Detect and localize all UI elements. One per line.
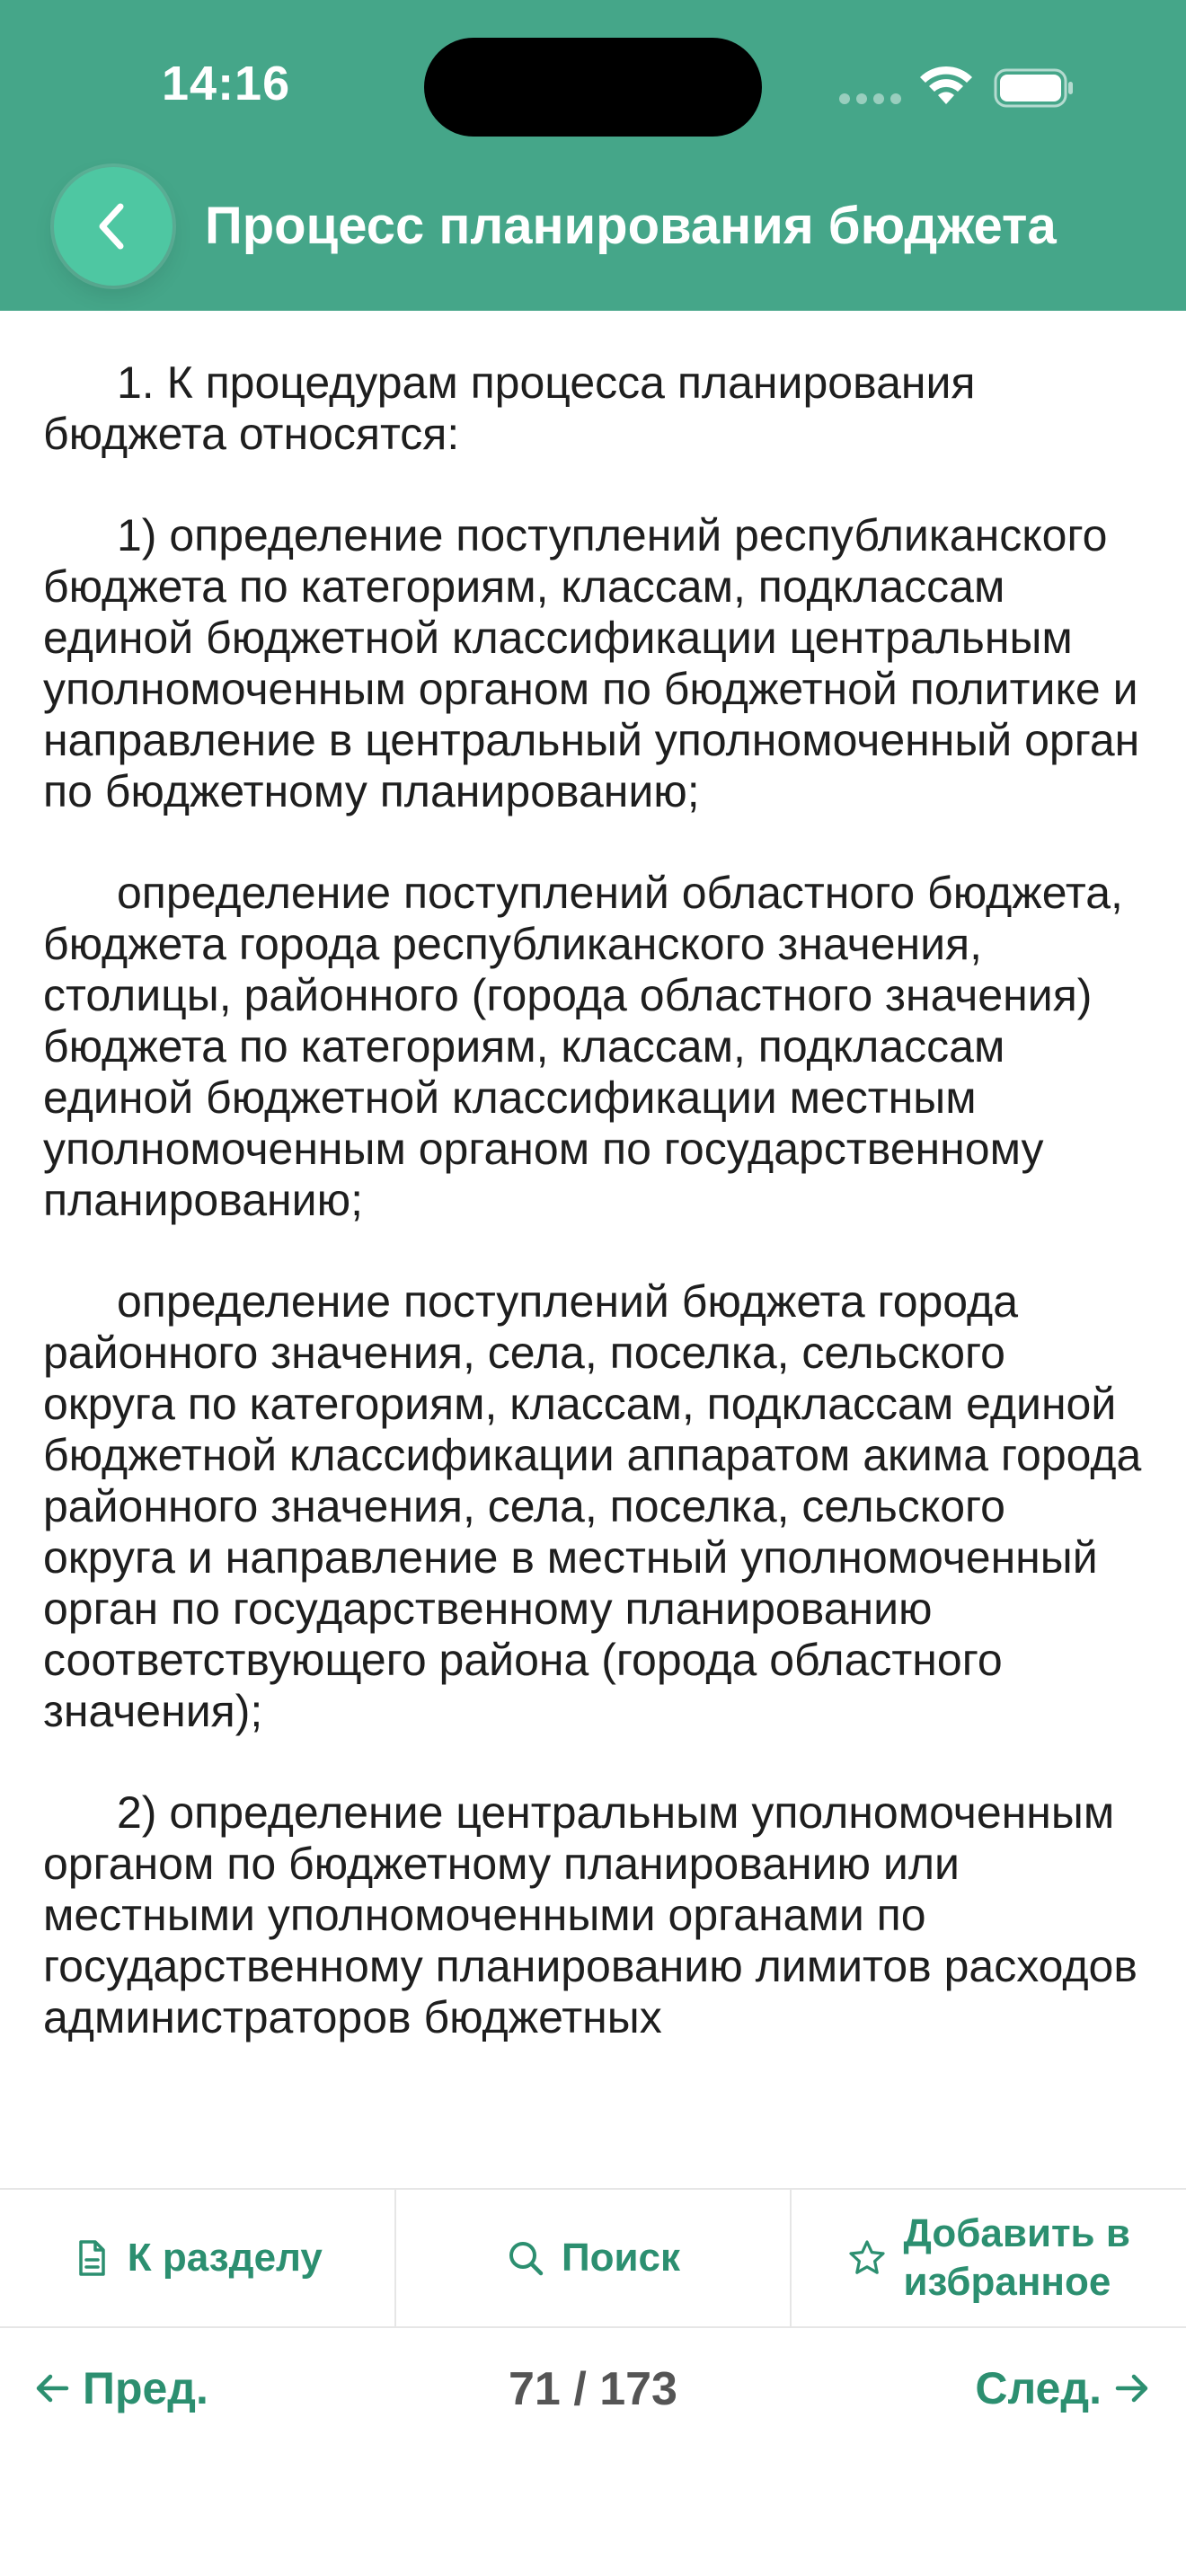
arrow-right-icon [1114,2370,1150,2406]
action-bar [0,2188,1186,2328]
total-pages: 173 [599,2363,677,2415]
search-button[interactable] [396,2190,792,2326]
cellular-signal-icon [839,93,902,106]
article-paragraph: определение поступлений бюджета города районного значения, села, поселка, сельского округа по категориям, классам, подклассам единой бюджетной классификации аппаратом акима города районного значения, села, поселка, сельского округа и направление в местный уполномоченный орган по государственному планированию соответствующего района (города областного значения); [43,1276,1142,1736]
search-label: Поиск [561,2236,681,2280]
current-page: 71 [509,2363,561,2415]
dynamic-island [424,38,762,137]
status-time: 14:16 [162,57,291,110]
star-icon [847,2238,887,2278]
add-to-favorites-button[interactable] [792,2190,1186,2326]
article-paragraph: 1) определение поступлений республиканского бюджета по категориям, классам, подклассам единой бюджетной классификации центральным уполномоченным органом по бюджетной политике и направление в центральный уполномоченный орган по бюджетному планированию; [43,510,1140,816]
add-to-favorites-label [903,2210,1129,2307]
chevron-left-icon [91,199,136,253]
favorite-label-line2: избранное [903,2260,1111,2304]
article-paragraph: 2) определение центральным уполномоченным органом по бюджетному планированию или местными уполномоченными органами по государственному планированию лимитов расходов администраторов бюджетных [43,1787,1137,2042]
next-page-label: След. [975,2363,1102,2413]
search-icon [506,2238,545,2278]
go-to-section-button[interactable] [0,2190,396,2326]
pager [0,2328,1186,2454]
prev-page-label: Пред. [83,2363,208,2413]
page-separator: / [573,2363,587,2415]
article-paragraph: определение поступлений областного бюджета, бюджета города республиканского значения, столицы, районного (города областного значения) бюджета по категориям, классам, подклассам единой бюджетной классификации местным уполномоченным органом по государственному планированию; [43,868,1123,1225]
wifi-icon [918,63,974,108]
favorite-label-line1: Добавить в [903,2211,1130,2255]
document-icon [72,2238,111,2278]
article-paragraph: 1. К процедурам процесса планирования бюджета относятся: [43,357,976,459]
battery-icon [994,68,1075,108]
header [0,0,1186,311]
back-button[interactable] [54,167,173,286]
article-content[interactable] [0,311,1186,2188]
next-page-button[interactable] [975,2362,1150,2414]
status-bar [0,0,1186,171]
page-title: Процесс планирования бюджета [205,197,1057,255]
go-to-section-label: К разделу [127,2236,323,2280]
